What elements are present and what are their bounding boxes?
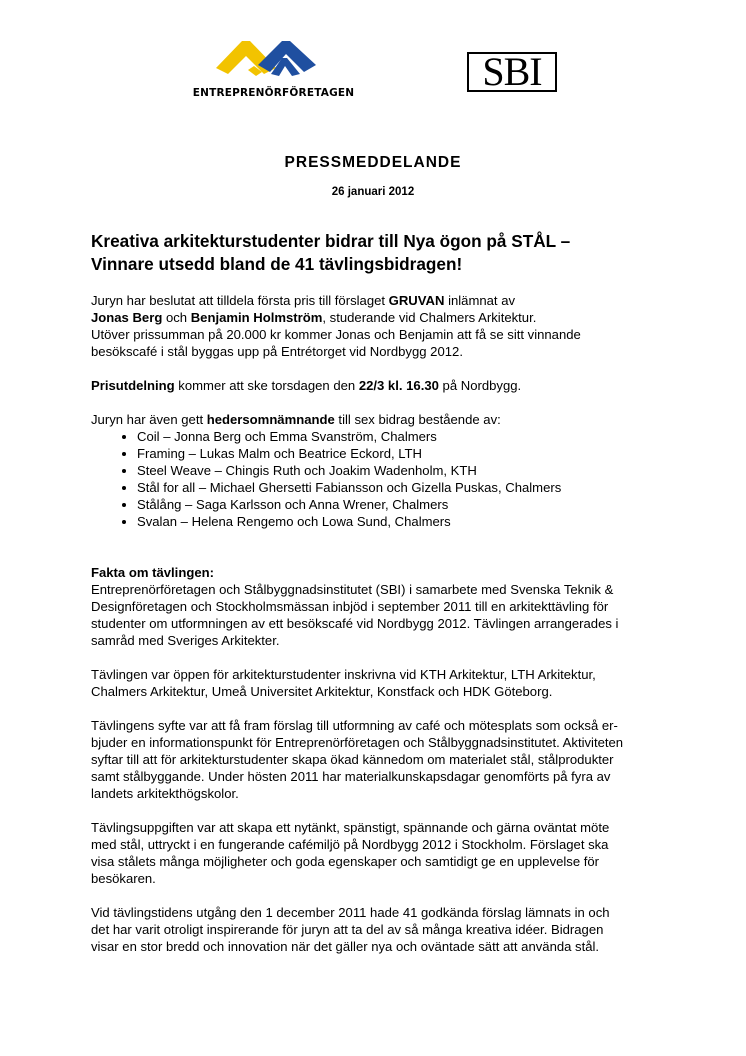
honorable-label: hedersomnämnande — [206, 412, 335, 427]
intro-text: , studerande vid Chalmers Arkitektur. — [322, 310, 537, 325]
honorable-list — [91, 428, 661, 530]
list-item: • Steel Weave – Chingis Ruth och Joakim Wadenholm, KTH — [137, 462, 661, 479]
sbi-logo: SBI — [467, 52, 557, 92]
paragraph-line: Entreprenörföretagen och Stålbyggnadsinstitutet (SBI) i samarbete med Svenska Teknik & — [91, 582, 614, 597]
intro-text: inlämnat av — [444, 293, 516, 308]
winner-proposal-name: GRUVAN — [388, 293, 445, 308]
winner-name: Benjamin Holmström — [190, 310, 323, 325]
paragraph-line: det har varit otroligt inspirerande för juryn att ta del av så många kreativa idéer. Bidragen — [91, 922, 604, 937]
fakta-paragraph-4 — [91, 819, 661, 887]
award-text: på Nordbygg. — [438, 378, 522, 393]
intro-text: besökscafé i stål byggas upp på Entrétorget vid Nordbygg 2012. — [91, 344, 463, 359]
fakta-paragraph-1 — [91, 581, 661, 649]
paragraph-line: Chalmers Arkitektur, Umeå Universitet Arkitektur, Konstfack och HDK Göteborg. — [91, 684, 553, 699]
entreprenorforetagen-logo — [186, 36, 361, 104]
fakta-paragraph-3 — [91, 717, 661, 802]
list-item: • Stålång – Saga Karlsson och Anna Wrener, Chalmers — [137, 496, 661, 513]
release-date: 26 januari 2012 — [331, 186, 415, 198]
paragraph-line: Tävlingsuppgiften var att skapa ett nytänkt, spänstigt, spännande och gärna oväntat möte — [91, 820, 610, 835]
paragraph-line: bjuder en informationspunkt för Entreprenörföretagen och Stålbyggnadsinstitutet. Aktiviteten — [91, 735, 624, 750]
intro-text: Utöver prissumman på 20.000 kr kommer Jonas och Benjamin att få se sitt vinnande — [91, 327, 581, 342]
intro-text: Juryn har beslutat att tilldela första pris till förslaget — [91, 293, 389, 308]
paragraph-line: visa stålets många möjligheter och goda egenskaper och samtidigt ge en upplevelse för — [91, 854, 600, 869]
article-body — [91, 292, 661, 955]
paragraph-line: visar en stor bredd och innovation när det gäller nya och oväntade sätt att använda stål. — [91, 939, 600, 954]
award-label: Prisutdelning — [91, 378, 175, 393]
honorable-text: till sex bidrag bestående av: — [334, 412, 501, 427]
intro-paragraph — [91, 292, 661, 360]
paragraph-line: syftar till att för arkitekturstudenter skapa ökad kännedom om materialet stål, stålprodukter — [91, 752, 614, 767]
award-paragraph — [91, 377, 661, 394]
list-item: • Framing – Lukas Malm och Beatrice Eckord, LTH — [137, 445, 661, 462]
fakta-heading: Fakta om tävlingen: — [91, 565, 214, 580]
list-item: • Svalan – Helena Rengemo och Lowa Sund, Chalmers — [137, 513, 661, 530]
paragraph-line: Designföretagen och Stockholmsmässan inbjöd i september 2011 till en arkitekttävling för — [91, 599, 609, 614]
honorable-intro — [91, 411, 661, 428]
headline-line-1: Kreativa arkitekturstudenter bidrar till Nya ögon på STÅL – — [91, 231, 571, 251]
paragraph-line: studenter om utformningen av ett besökscafé vid Nordbygg 2012. Tävlingen arrangerades i — [91, 616, 619, 631]
award-text: kommer att ske torsdagen den — [174, 378, 359, 393]
headline — [91, 230, 671, 276]
paragraph-line: landets arkitekthögskolor. — [91, 786, 239, 801]
roof-logo-icon — [216, 36, 331, 80]
paragraph-line: besökaren. — [91, 871, 156, 886]
paragraph-line: samråd med Sveriges Arkitekter. — [91, 633, 280, 648]
fakta-paragraph-2 — [91, 666, 661, 700]
fakta-paragraph-5 — [91, 904, 661, 955]
paragraph-line: Vid tävlingstidens utgång den 1 december 2011 hade 41 godkända förslag lämnats in och — [91, 905, 610, 920]
winner-name: Jonas Berg — [91, 310, 163, 325]
intro-text: och — [162, 310, 191, 325]
honorable-text: Juryn har även gett — [91, 412, 207, 427]
headline-line-2: Vinnare utsedd bland de 41 tävlingsbidragen! — [91, 254, 463, 274]
paragraph-line: Tävlingens syfte var att få fram förslag till utformning av café och mötesplats som också er- — [91, 718, 618, 733]
paragraph-line: Tävlingen var öppen för arkitekturstudenter inskrivna vid KTH Arkitektur, LTH Arkitektur, — [91, 667, 596, 682]
award-time: 22/3 kl. 16.30 — [358, 378, 439, 393]
list-item: • Coil – Jonna Berg och Emma Svanström, Chalmers — [137, 428, 661, 445]
paragraph-line: med stål, uttryckt i en fungerande cafémiljö på Nordbygg 2012 i Stockholm. Förslaget ska — [91, 837, 609, 852]
list-item: • Stål for all – Michael Ghersetti Fabiansson och Gizella Puskas, Chalmers — [137, 479, 661, 496]
press-release-title: PRESSMEDDELANDE — [284, 154, 462, 171]
entreprenorforetagen-logo-text: ENTREPRENÖRFÖRETAGEN — [192, 87, 355, 99]
paragraph-line: samt stålbyggande. Under hösten 2011 har materialkunskapsdagar genomförts på fyra av — [91, 769, 611, 784]
